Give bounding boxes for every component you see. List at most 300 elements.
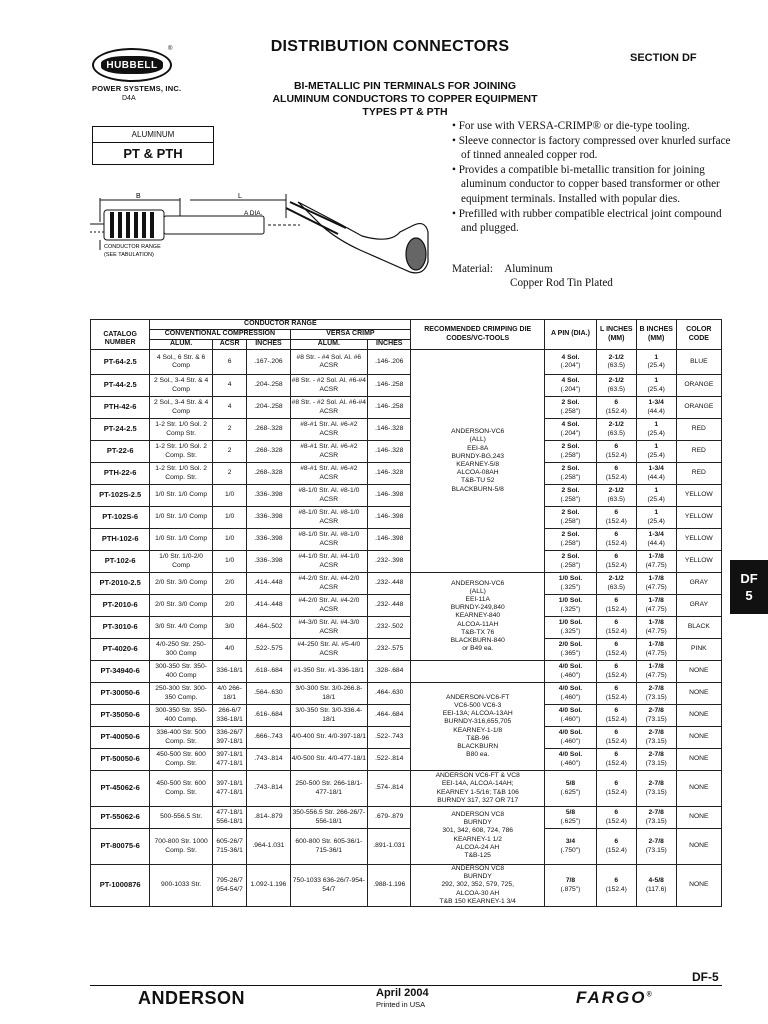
versa-inches-cell: .328-.684 xyxy=(368,661,411,683)
length-b-cell-value: 1 xyxy=(654,421,659,429)
length-b-cell xyxy=(636,595,676,617)
color-code-cell: GRAY xyxy=(676,595,721,617)
length-b-cell-metric: (25.4) xyxy=(647,517,665,525)
inches-cell: .743-.814 xyxy=(247,771,290,807)
acsr-cell: 4/0 266-18/1 xyxy=(212,683,247,705)
pin-dia-cell-value: 7/8 xyxy=(565,877,576,885)
length-l-cell-value: 2-1/2 xyxy=(608,575,624,583)
length-l-cell xyxy=(596,617,636,639)
versa-alum-cell: #4-2/0 Str. Al. #4-2/0 ACSR xyxy=(290,595,368,617)
pin-dia-cell-metric: (.204") xyxy=(560,429,581,437)
length-b-cell-metric: (73.15) xyxy=(645,788,667,796)
length-b-cell-value: 2-7/8 xyxy=(648,729,664,737)
length-b-cell xyxy=(636,551,676,573)
pin-dia-cell-value: 1/0 Sol. xyxy=(558,575,583,583)
length-l-cell-value: 6 xyxy=(614,877,619,885)
die-codes-cell xyxy=(411,350,545,573)
versa-inches-cell: .988-1.196 xyxy=(368,865,411,907)
inches-cell: .336-.398 xyxy=(247,551,290,573)
inches-cell: .336-.398 xyxy=(247,529,290,551)
side-tab-line-2: 5 xyxy=(745,588,753,603)
length-l-cell-metric: (152.4) xyxy=(605,715,627,723)
color-code-cell: RED xyxy=(676,441,721,463)
die-code-line: ANDERSON-VC6 xyxy=(451,579,505,587)
alum-cell: 1-2 Str. 1/0 Sol. 2 Comp. Str. xyxy=(150,463,213,485)
length-b-cell-value: 1 xyxy=(654,443,659,451)
pin-dia-cell-value: 2 Sol. xyxy=(561,531,580,539)
die-code-line: KEARNEY-1-1/8 xyxy=(453,726,503,734)
pin-dia-cell-metric: (.460") xyxy=(560,759,581,767)
die-code-line: KEARNEY 1-5/16; T&B 106 xyxy=(436,788,519,796)
die-code-line: BLACKBURN-840 xyxy=(450,637,505,644)
header-acsr: ACSR xyxy=(212,340,247,350)
color-code-cell: YELLOW xyxy=(676,551,721,573)
table-row xyxy=(91,865,722,907)
range-label-2: (SEE TABULATION) xyxy=(104,252,154,258)
length-l-cell xyxy=(596,595,636,617)
die-code-line: ANDERSON VC8 xyxy=(451,865,505,872)
acsr-cell: 3/0 xyxy=(212,617,247,639)
versa-inches-cell: .574-.814 xyxy=(368,771,411,807)
length-b-cell-value: 2-7/8 xyxy=(648,707,664,715)
range-label-1: CONDUCTOR RANGE xyxy=(104,244,161,250)
versa-inches-cell: .232-.575 xyxy=(368,639,411,661)
acsr-cell: 4 xyxy=(212,375,247,397)
inches-cell: .564-.630 xyxy=(247,683,290,705)
die-code-line: EEI-13A; ALCOA-13AH xyxy=(442,710,513,718)
color-code-cell: YELLOW xyxy=(676,507,721,529)
versa-alum-cell: 600-800 Str. 605-36/1-715-36/1 xyxy=(290,829,368,865)
length-b-cell xyxy=(636,661,676,683)
alum-cell: 450-500 Str. 600 Comp. Str. xyxy=(150,771,213,807)
versa-inches-cell: .464-.630 xyxy=(368,683,411,705)
feature-item: • For use with VERSA-CRIMP® or die-type tooling. xyxy=(452,120,690,132)
header-alum: ALUM. xyxy=(150,340,213,350)
die-code-line: 301, 342, 608, 724, 786 xyxy=(442,827,514,835)
length-l-cell xyxy=(596,529,636,551)
header-recommended: RECOMMENDED CRIMPING DIE CODES/VC-TOOLS xyxy=(411,320,545,350)
length-l-cell-metric: (63.5) xyxy=(607,385,626,393)
length-b-cell-value: 2-7/8 xyxy=(648,780,664,788)
footer-divider xyxy=(90,985,722,986)
table-row xyxy=(91,705,722,727)
die-codes-cell xyxy=(411,661,545,683)
length-b-cell xyxy=(636,771,676,807)
length-l-cell-metric: (152.4) xyxy=(605,846,627,854)
logo-registered-mark: ® xyxy=(168,46,173,52)
pin-dia-cell-metric: (.625") xyxy=(560,788,581,796)
alum-cell: 700-800 Str. 1000 Comp. Str. xyxy=(150,829,213,865)
length-b-cell xyxy=(636,639,676,661)
pin-dia-cell xyxy=(545,507,597,529)
versa-inches-cell: .146-.206 xyxy=(368,350,411,375)
length-b-cell xyxy=(636,350,676,375)
length-b-cell xyxy=(636,683,676,705)
die-code-line: ALCOA-11AH xyxy=(457,620,499,628)
acsr-cell: 605-26/7 715-36/1 xyxy=(212,829,247,865)
length-b-cell-value: 1 xyxy=(654,353,659,361)
catalog-number-cell: PT-50050-6 xyxy=(91,749,150,771)
die-code-line: (ALL) xyxy=(469,587,486,595)
acsr-cell: 2 xyxy=(212,419,247,441)
table-row xyxy=(91,463,722,485)
inches-cell: .464-.502 xyxy=(247,617,290,639)
inches-cell: .167-.206 xyxy=(247,350,290,375)
die-codes-cell xyxy=(411,807,545,865)
length-b-cell-metric: (47.75) xyxy=(645,671,667,679)
alum-cell: 1/0 Str. 1/0 Comp xyxy=(150,507,213,529)
versa-inches-cell: .891-1.031 xyxy=(368,829,411,865)
length-b-cell-metric: (25.4) xyxy=(647,385,665,393)
length-l-cell-value: 6 xyxy=(614,399,619,407)
die-code-line: BURNDY xyxy=(463,819,492,827)
pin-dia-cell-value: 2 Sol. xyxy=(561,553,580,561)
pin-dia-cell-metric: (.204") xyxy=(560,385,581,393)
length-b-cell-value: 4-5/8 xyxy=(648,877,664,885)
length-l-cell-value: 6 xyxy=(614,465,619,473)
versa-alum-cell: 3/0-350 Str. 3/0-336.4-18/1 xyxy=(290,705,368,727)
table-row xyxy=(91,375,722,397)
subtitle-line: ALUMINUM CONDUCTORS TO COPPER EQUIPMENT xyxy=(272,93,538,105)
length-l-cell-value: 6 xyxy=(614,809,619,817)
catalog-number-cell: PT-30050-6 xyxy=(91,683,150,705)
pin-dia-cell-metric: (.258") xyxy=(560,539,581,547)
pin-dia-cell-value: 4 Sol. xyxy=(561,353,580,361)
die-code-line: BURNDY-249,840 xyxy=(450,604,505,612)
pin-dia-cell-metric: (.460") xyxy=(560,737,581,745)
pin-dia-cell xyxy=(545,595,597,617)
pin-dia-cell-metric: (.325") xyxy=(560,605,581,613)
pin-dia-cell-metric: (.258") xyxy=(560,561,581,569)
table-row xyxy=(91,397,722,419)
header-b: B INCHES (MM) xyxy=(636,320,676,350)
length-l-cell xyxy=(596,705,636,727)
inches-cell: .268-.328 xyxy=(247,463,290,485)
length-b-cell-value: 1-3/4 xyxy=(648,399,664,407)
die-codes-cell xyxy=(411,865,545,907)
header-catalog: CATALOG NUMBER xyxy=(91,330,150,350)
pin-dia-cell-value: 2/0 Sol. xyxy=(558,641,583,649)
catalog-number-cell: PT-64-2.5 xyxy=(91,350,150,375)
catalog-number-cell: PTH-22-6 xyxy=(91,463,150,485)
die-code-line: ALCOA-24 AH xyxy=(456,843,500,851)
connector-drawing xyxy=(90,184,435,284)
length-l-cell-metric: (152.4) xyxy=(605,885,627,893)
length-b-cell-value: 1-7/8 xyxy=(648,597,664,605)
die-code-line: ANDERSON-VC6 xyxy=(451,428,505,436)
acsr-cell: 4 xyxy=(212,397,247,419)
die-code-line: BURNDY 317, 327 OR 717 xyxy=(437,796,519,804)
length-b-cell-value: 1-3/4 xyxy=(648,465,664,473)
alum-cell: 3/0 Str. 4/0 Comp xyxy=(150,617,213,639)
length-b-cell xyxy=(636,807,676,829)
versa-alum-cell: 250-500 Str. 266-18/1-477-18/1 xyxy=(290,771,368,807)
table-row xyxy=(91,639,722,661)
pin-dia-cell xyxy=(545,375,597,397)
catalog-number-cell: PT-55062-6 xyxy=(91,807,150,829)
acsr-cell: 2 xyxy=(212,441,247,463)
pin-dia-cell-value: 4/0 Sol. xyxy=(558,751,583,759)
acsr-cell: 336-18/1 xyxy=(212,661,247,683)
pin-dia-cell-value: 2 Sol. xyxy=(561,465,580,473)
die-code-line: or B49 ea. xyxy=(462,645,494,653)
length-l-cell-metric: (152.4) xyxy=(605,407,627,415)
length-b-cell xyxy=(636,507,676,529)
length-l-cell xyxy=(596,829,636,865)
color-code-cell: RED xyxy=(676,419,721,441)
pin-dia-cell xyxy=(545,529,597,551)
die-code-line: KEARNEY-5/8 xyxy=(456,461,500,468)
length-b-cell xyxy=(636,617,676,639)
versa-inches-cell: .679-.879 xyxy=(368,807,411,829)
table-row xyxy=(91,595,722,617)
length-l-cell-value: 2-1/2 xyxy=(608,487,624,495)
dim-a-label: A DIA. xyxy=(244,210,263,217)
length-b-cell xyxy=(636,749,676,771)
table-row xyxy=(91,419,722,441)
pin-dia-cell-value: 2 Sol. xyxy=(561,399,580,407)
pin-dia-cell-metric: (.325") xyxy=(560,583,581,591)
table-row xyxy=(91,771,722,807)
header-spacer xyxy=(91,320,150,330)
versa-inches-cell: .146-.328 xyxy=(368,463,411,485)
length-b-cell xyxy=(636,529,676,551)
length-l-cell-metric: (152.4) xyxy=(605,649,627,657)
acsr-cell: 266-6/7 336-18/1 xyxy=(212,705,247,727)
length-b-cell-metric: (44.4) xyxy=(647,539,665,547)
length-b-cell-value: 1-3/4 xyxy=(648,531,664,539)
hubbell-logo xyxy=(92,48,172,82)
acsr-cell: 795-26/7 954-54/7 xyxy=(212,865,247,907)
table-row xyxy=(91,529,722,551)
pin-dia-cell-metric: (.460") xyxy=(560,693,581,701)
inches-cell: .414-.448 xyxy=(247,595,290,617)
alum-cell: 1/0 Str. 1/0-2/0 Comp xyxy=(150,551,213,573)
page-subtitle xyxy=(200,80,610,119)
length-l-cell-value: 6 xyxy=(614,619,619,627)
acsr-cell: 1/0 xyxy=(212,507,247,529)
material-box xyxy=(92,126,214,165)
pin-dia-cell xyxy=(545,749,597,771)
material-box-bottom: PT & PTH xyxy=(123,146,183,161)
pin-dia-cell-value: 4/0 Sol. xyxy=(558,707,583,715)
die-code-line: ALCOA-08AH xyxy=(456,469,499,477)
pin-dia-cell-value: 2 Sol. xyxy=(561,509,580,517)
length-l-cell-metric: (152.4) xyxy=(605,451,627,459)
length-l-cell-value: 6 xyxy=(614,641,619,649)
dim-b-label: B xyxy=(136,193,141,200)
color-code-cell: NONE xyxy=(676,807,721,829)
color-code-cell: NONE xyxy=(676,771,721,807)
versa-inches-cell: .522-.743 xyxy=(368,727,411,749)
material-spec xyxy=(452,262,613,290)
header-color: COLOR CODE xyxy=(676,320,721,350)
die-code-line: ANDERSON VC8 xyxy=(451,810,505,818)
die-code-line: BURNDY xyxy=(463,873,492,881)
versa-inches-cell: .146-.328 xyxy=(368,419,411,441)
pin-dia-cell-value: 4/0 Sol. xyxy=(558,729,583,737)
feature-list xyxy=(452,119,732,236)
length-l-cell-metric: (152.4) xyxy=(605,737,627,745)
die-codes-cell xyxy=(411,573,545,661)
printed-note: Printed in USA xyxy=(376,1000,426,1009)
alum-cell: 4/0-250 Str. 250-300 Comp xyxy=(150,639,213,661)
length-b-cell-metric: (25.4) xyxy=(647,495,665,503)
header-a: A PIN (DIA.) xyxy=(545,320,597,350)
pin-dia-cell xyxy=(545,617,597,639)
pin-dia-cell xyxy=(545,551,597,573)
material-line-1: Aluminum xyxy=(504,263,553,275)
length-b-cell-value: 1-7/8 xyxy=(648,575,664,583)
alum-cell: 2 Sol., 3-4 Str. & 4 Comp xyxy=(150,375,213,397)
pin-dia-cell xyxy=(545,807,597,829)
catalog-number-cell: PT-2010-2.5 xyxy=(91,573,150,595)
catalog-number-cell: PT-4020-6 xyxy=(91,639,150,661)
versa-alum-cell: #8-#1 Str. Al. #6-#2 ACSR xyxy=(290,463,368,485)
versa-alum-cell: #8-#1 Str. Al. #6-#2 ACSR xyxy=(290,419,368,441)
pin-dia-cell xyxy=(545,419,597,441)
catalog-number-cell: PT-102-6 xyxy=(91,551,150,573)
inches-cell: .666-.743 xyxy=(247,727,290,749)
feature-item: • Provides a compatible bi-metallic transition for joining aluminum conductor to copper based transformer or other equipment terminals. Installed with popular dies. xyxy=(452,163,720,205)
length-l-cell-metric: (152.4) xyxy=(605,517,627,525)
die-code-line: BLACKBURN-5/8 xyxy=(451,485,504,493)
length-l-cell-metric: (63.5) xyxy=(607,362,626,369)
length-l-cell xyxy=(596,573,636,595)
inches-cell: .268-.328 xyxy=(247,441,290,463)
inches-cell: .268-.328 xyxy=(247,419,290,441)
versa-alum-cell: #8-1/0 Str. Al. #8-1/0 ACSR xyxy=(290,529,368,551)
versa-alum-cell: #4-2/0 Str. Al. #4-2/0 ACSR xyxy=(290,573,368,595)
table-row xyxy=(91,485,722,507)
length-l-cell-metric: (152.4) xyxy=(605,671,627,679)
pin-dia-cell xyxy=(545,639,597,661)
acsr-cell: 2/0 xyxy=(212,595,247,617)
pin-dia-cell-value: 4 Sol. xyxy=(561,421,580,429)
die-codes-cell xyxy=(411,683,545,771)
length-l-cell-value: 6 xyxy=(614,707,619,715)
subtitle-line: BI-METALLIC PIN TERMINALS FOR JOINING xyxy=(293,80,517,92)
color-code-cell: PINK xyxy=(676,639,721,661)
length-b-cell xyxy=(636,485,676,507)
material-label: Material: xyxy=(452,263,494,275)
table-row xyxy=(91,350,722,375)
acsr-cell: 477-18/1 556-18/1 xyxy=(212,807,247,829)
catalog-number-cell: PT-45062-6 xyxy=(91,771,150,807)
inches-cell: .414-.448 xyxy=(247,573,290,595)
acsr-cell: 397-18/1 477-18/1 xyxy=(212,771,247,807)
length-b-cell-metric: (73.15) xyxy=(645,846,667,854)
spec-table-body xyxy=(91,350,722,907)
length-l-cell-value: 6 xyxy=(614,553,619,561)
pin-dia-cell xyxy=(545,397,597,419)
color-code-cell: GRAY xyxy=(676,573,721,595)
versa-inches-cell: .232-.448 xyxy=(368,595,411,617)
die-code-line: KEARNEY-840 xyxy=(455,612,501,620)
length-l-cell-metric: (152.4) xyxy=(605,693,627,701)
pin-dia-cell xyxy=(545,705,597,727)
length-l-cell-value: 6 xyxy=(614,443,619,451)
length-b-cell-metric: (73.15) xyxy=(645,737,667,745)
die-code-line: B80 ea. xyxy=(466,751,490,759)
length-b-cell xyxy=(636,397,676,419)
length-l-cell-metric: (152.4) xyxy=(605,561,627,569)
versa-inches-cell: .146-.398 xyxy=(368,529,411,551)
die-code-line: BLACKBURN xyxy=(457,742,499,750)
length-l-cell-value: 6 xyxy=(614,838,619,846)
pin-dia-cell-metric: (.258") xyxy=(560,517,581,525)
alum-cell: 1/0 Str. 1/0 Comp xyxy=(150,485,213,507)
pin-dia-cell xyxy=(545,573,597,595)
table-row xyxy=(91,727,722,749)
versa-alum-cell: #4-3/0 Str. Al. #4-3/0 ACSR xyxy=(290,617,368,639)
catalog-number-cell: PTH-102-6 xyxy=(91,529,150,551)
versa-alum-cell: 4/0-400 Str. 4/0-397-18/1 xyxy=(290,727,368,749)
length-l-cell-value: 2-1/2 xyxy=(608,421,624,429)
length-b-cell-metric: (44.4) xyxy=(647,473,665,481)
pin-dia-cell-metric: (.875") xyxy=(560,885,581,893)
versa-inches-cell: .522-.814 xyxy=(368,749,411,771)
table-row xyxy=(91,829,722,865)
die-code-line: KEARNEY-1 1/2 xyxy=(453,835,502,843)
length-b-cell xyxy=(636,727,676,749)
length-b-cell xyxy=(636,375,676,397)
length-l-cell-metric: (152.4) xyxy=(605,539,627,547)
length-b-cell-metric: (73.15) xyxy=(645,817,667,825)
pin-dia-cell-metric: (.460") xyxy=(560,715,581,723)
pin-dia-cell-value: 2 Sol. xyxy=(561,487,580,495)
versa-alum-cell: #8 Str. - #2 Sol. Al. #6-#4 ACSR xyxy=(290,375,368,397)
die-code-line: VC6-500 VC6-3 xyxy=(454,701,502,709)
length-l-cell-metric: (152.4) xyxy=(605,788,627,796)
color-code-cell: YELLOW xyxy=(676,485,721,507)
length-l-cell xyxy=(596,485,636,507)
length-b-cell-metric: (117.6) xyxy=(645,885,667,893)
table-row xyxy=(91,807,722,829)
color-code-cell: RED xyxy=(676,463,721,485)
length-l-cell xyxy=(596,727,636,749)
length-b-cell-value: 2-7/8 xyxy=(648,838,664,846)
pin-dia-cell-value: 4 Sol. xyxy=(561,377,580,385)
length-b-cell-metric: (47.75) xyxy=(645,649,667,657)
versa-alum-cell: #8 Str. - #4 Sol. Al. #6 ACSR xyxy=(290,350,368,375)
die-code-line: 292, 302, 352, 579, 725, xyxy=(441,881,514,889)
length-l-cell-value: 6 xyxy=(614,729,619,737)
alum-cell: 1-2 Str. 1/0 Sol. 2 Comp. Str. xyxy=(150,441,213,463)
length-l-cell-value: 6 xyxy=(614,685,619,693)
section-label: SECTION DF xyxy=(630,52,697,64)
acsr-cell: 4/0 xyxy=(212,639,247,661)
length-b-cell-value: 2-7/8 xyxy=(648,751,664,759)
versa-inches-cell: .146-.398 xyxy=(368,485,411,507)
die-code-line: (ALL) xyxy=(469,436,486,444)
acsr-cell: 1/0 xyxy=(212,529,247,551)
versa-alum-cell: #8 Str. - #2 Sol. Al. #6-#4 ACSR xyxy=(290,397,368,419)
pin-dia-cell-value: 2 Sol. xyxy=(561,443,580,451)
length-l-cell-value: 6 xyxy=(614,780,619,788)
length-l-cell xyxy=(596,661,636,683)
length-l-cell xyxy=(596,749,636,771)
catalog-number-cell: PT-2010-6 xyxy=(91,595,150,617)
length-l-cell-metric: (63.5) xyxy=(607,495,626,503)
pin-dia-cell xyxy=(545,350,597,375)
length-b-cell-metric: (73.15) xyxy=(645,759,667,767)
publish-date: April 2004 xyxy=(376,987,429,999)
length-b-cell xyxy=(636,865,676,907)
inches-cell: .204-.258 xyxy=(247,375,290,397)
inches-cell: .336-.398 xyxy=(247,485,290,507)
length-b-cell xyxy=(636,573,676,595)
